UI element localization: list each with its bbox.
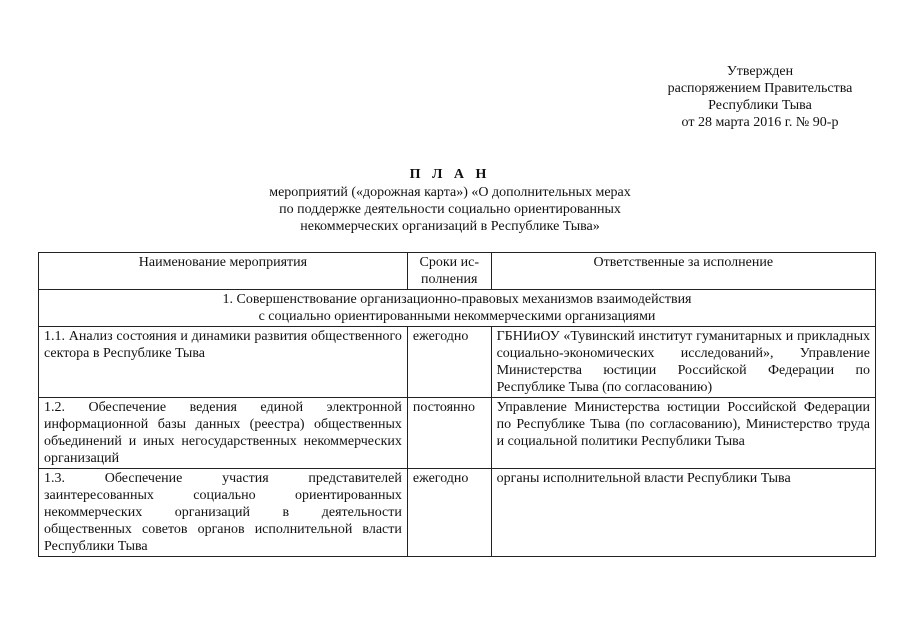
plan-heading (200, 166, 700, 235)
header-deadline: Сроки ис- полнения (407, 253, 491, 290)
header-name: Наименование мероприятия (39, 253, 408, 290)
plan-subtitle-line: мероприятий («дорожная карта») «О дополнительных мерах (269, 185, 631, 200)
plan-subtitle (200, 184, 700, 235)
row-responsible: ГБНИиОУ «Тувинский институт гуманитарных и прикладных социально-экономических исследований», Управление Министерства юстиции Российской Федерации по Республике Тыва (по согласованию) (491, 327, 875, 398)
approval-line: Утвержден (726, 64, 794, 79)
row-deadline: постоянно (407, 398, 491, 469)
row-responsible: органы исполнительной власти Республики Тыва (491, 469, 875, 557)
row-responsible: Управление Министерства юстиции Российской Федерации по Республике Тыва (по согласованию), Министерство труда и социальной политики Республики Тыва (491, 398, 875, 469)
section-title: 1. Совершенствование организационно-правовых механизмов взаимодействия с социально ориентированными некоммерческими организациями (39, 290, 876, 327)
table-row (39, 469, 876, 557)
approval-line: Республики Тыва (708, 98, 812, 113)
table-row (39, 327, 876, 398)
plan-subtitle-line: некоммерческих организаций в Республике Тыва» (300, 219, 600, 234)
row-name: 1.3. Обеспечение участия представителей заинтересованных социально ориентированных некоммерческих организаций в деятельности общественных советов органов исполнительной власти Республики Тыва (39, 469, 408, 557)
section-row (39, 290, 876, 327)
plan-table (38, 252, 876, 557)
row-deadline: ежегодно (407, 327, 491, 398)
row-name: 1.1. Анализ состояния и динамики развития общественного сектора в Республике Тыва (39, 327, 408, 398)
table-row (39, 398, 876, 469)
approval-line: от 28 марта 2016 г. № 90-р (681, 115, 839, 130)
approval-line: распоряжением Правительства (667, 81, 853, 96)
table-header-row (39, 253, 876, 290)
header-responsible: Ответственные за исполнение (491, 253, 875, 290)
plan-title: П Л А Н (409, 167, 491, 182)
plan-subtitle-line: по поддержке деятельности социально ориентированных (279, 202, 621, 217)
approval-stamp (640, 63, 880, 131)
row-name: 1.2. Обеспечение ведения единой электронной информационной базы данных (реестра) общественных объединений и иных негосударственных некоммерческих организаций (39, 398, 408, 469)
row-deadline: ежегодно (407, 469, 491, 557)
